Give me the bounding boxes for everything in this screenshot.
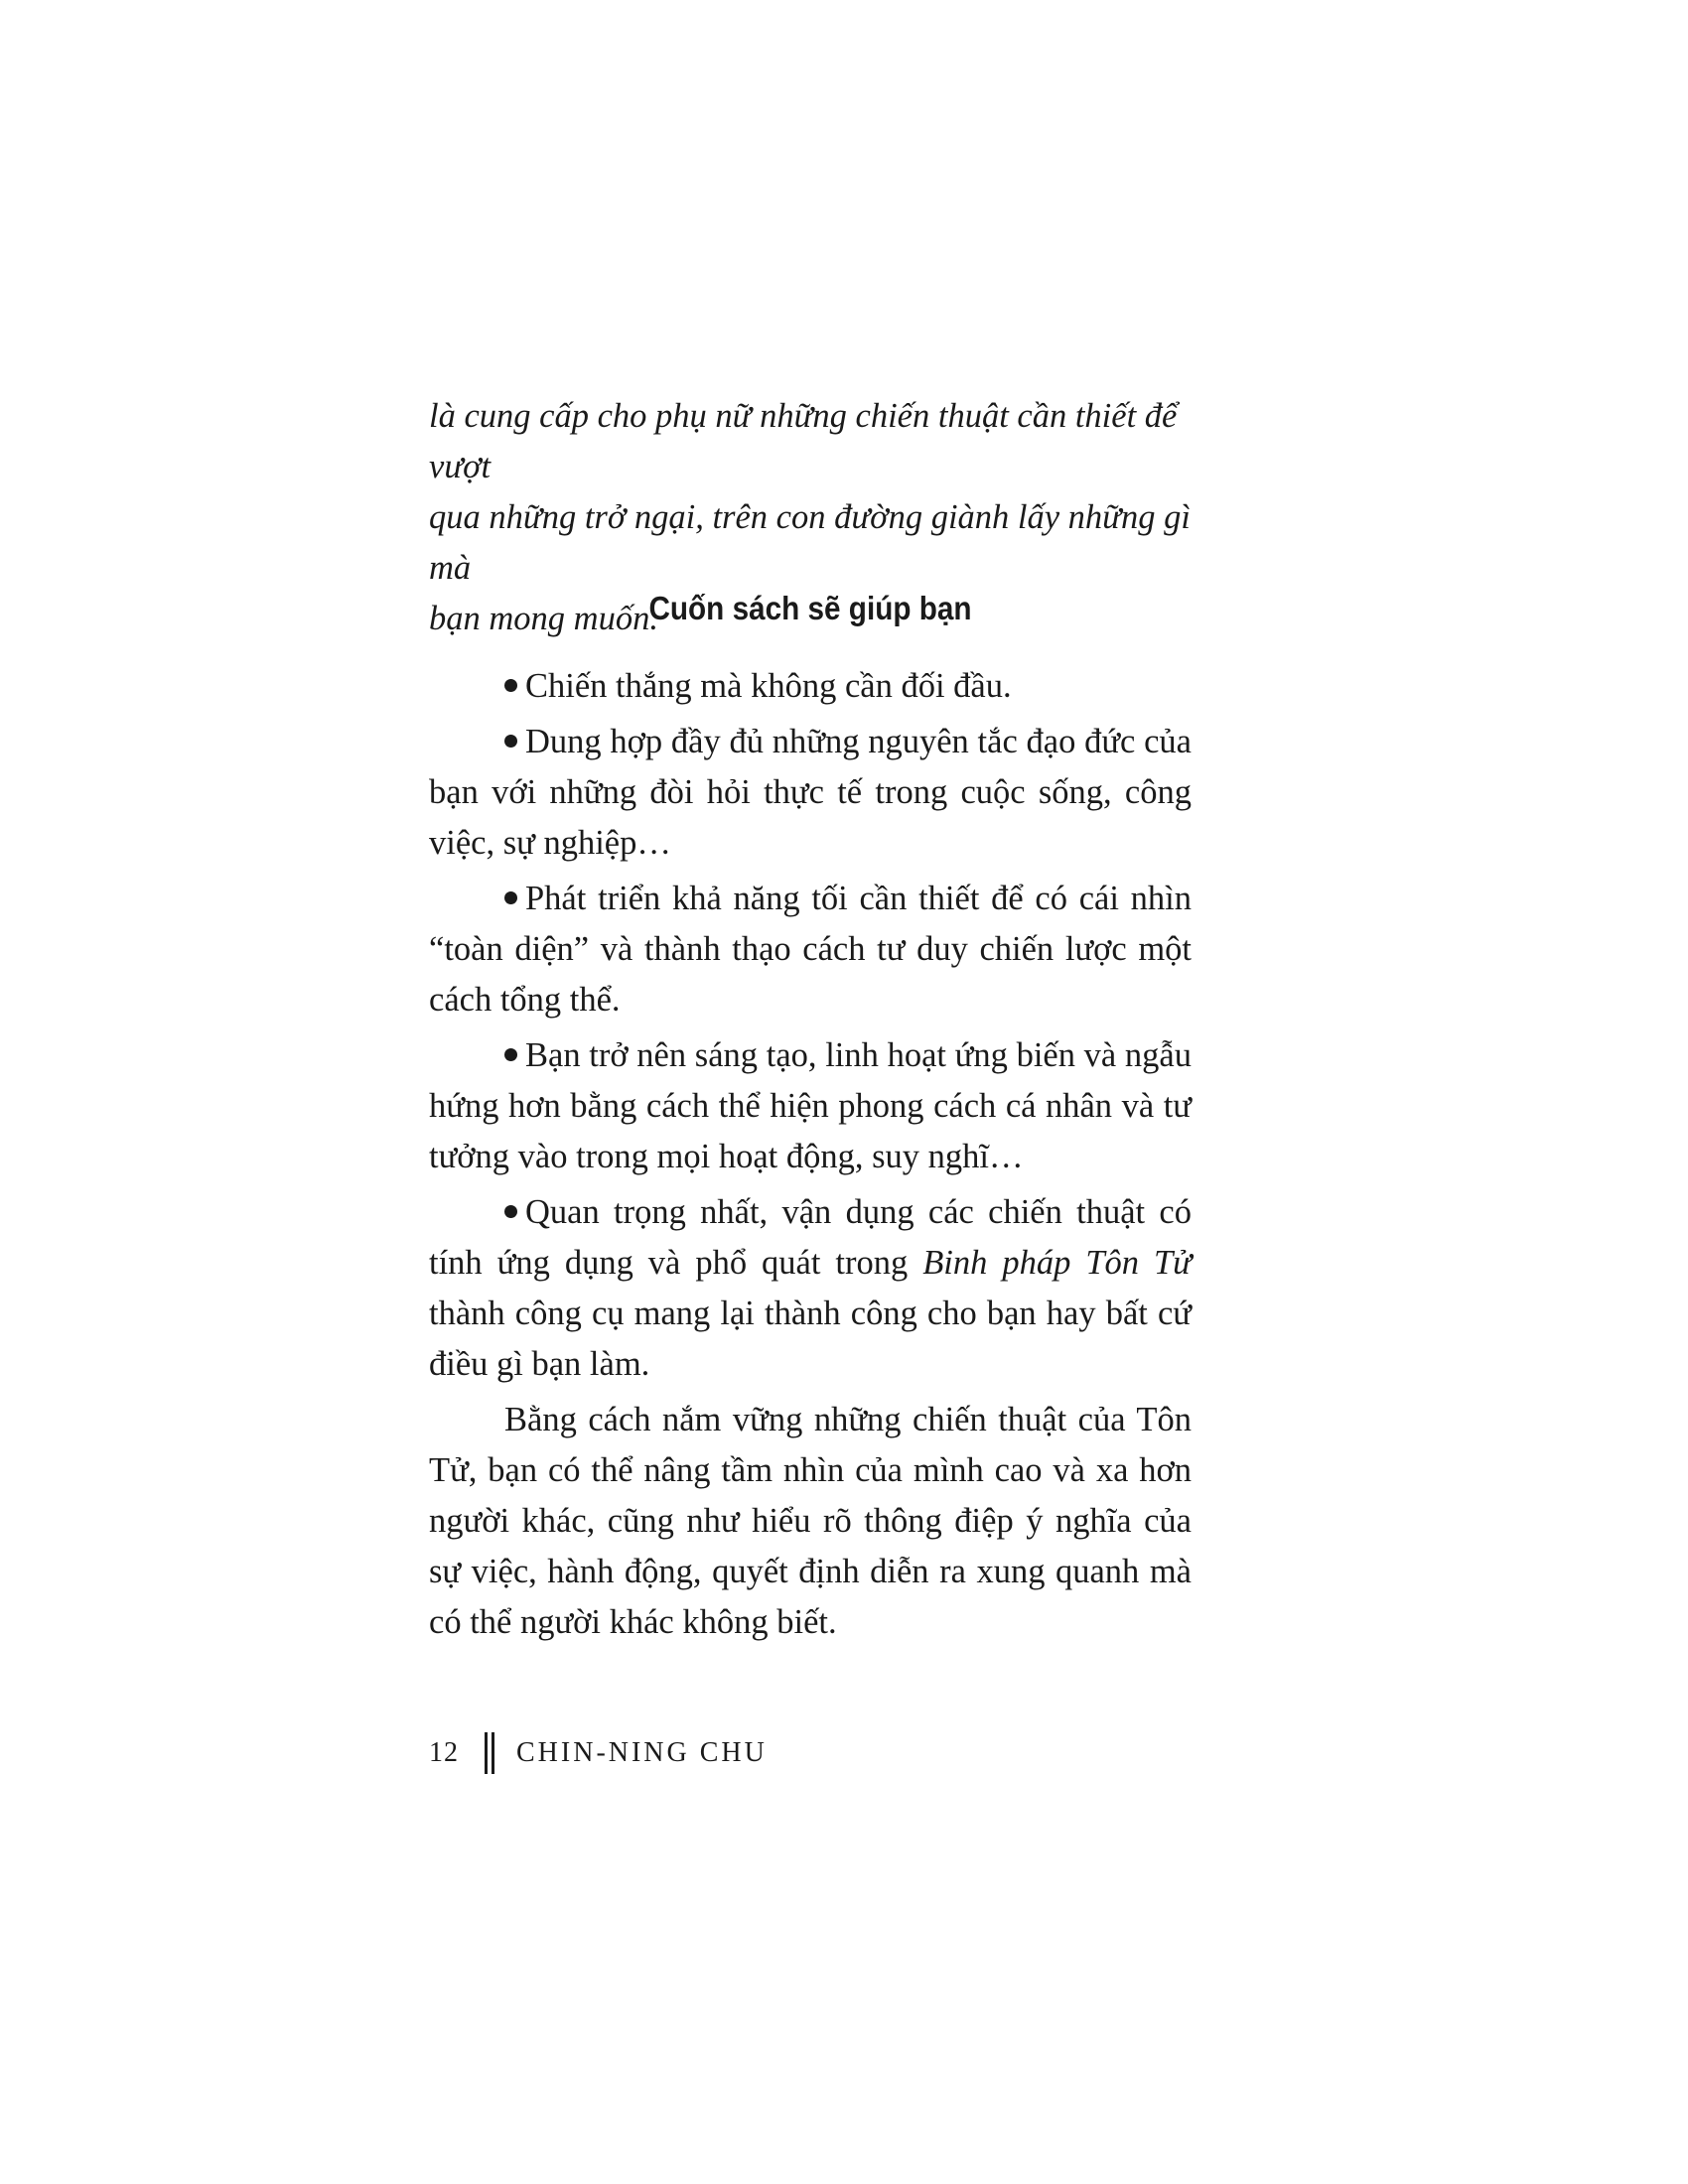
- closing-paragraph: Bằng cách nắm vững những chiến thuật của Tôn Tử, bạn có thể nâng tầm nhìn của mình cao và xa hơn người khác, cũng như hiểu rõ thông điệp ý nghĩa của sự việc, hành động, quyết định diễn ra xung quanh mà có thể người khác không biết.: [429, 1401, 1192, 1641]
- section-heading: Cuốn sách sẽ giúp bạn: [648, 590, 972, 626]
- book-title: Binh pháp Tôn Tử: [922, 1244, 1192, 1282]
- list-item: [429, 874, 1192, 1025]
- list-item: [429, 717, 1192, 869]
- page-number: 12: [429, 1737, 459, 1768]
- intro-line: là cung cấp cho phụ nữ những chiến thuật cần thiết để vượt: [429, 397, 1178, 485]
- list-item-text: Phát triển khả năng tối cần thiết để có cái nhìn “toàn diện” và thành thạo cách tư duy chiến lược một cách tổng thể.: [429, 880, 1192, 1019]
- list-item-text: Dung hợp đầy đủ những nguyên tắc đạo đức của bạn với những đòi hỏi thực tế trong cuộc sống, công việc, sự nghiệp…: [429, 723, 1192, 862]
- list-item: [429, 1187, 1192, 1390]
- footer-divider: [485, 1732, 494, 1774]
- intro-line: qua những trở ngại, trên con đường giành lấy những gì mà: [429, 498, 1191, 587]
- list-item-text: thành công cụ mang lại thành công cho bạn hay bất cứ điều gì bạn làm.: [429, 1295, 1192, 1383]
- benefits-list: [429, 661, 1192, 1648]
- list-item-text: Quan trọng nhất, vận dụng các chiến thuật có tính ứng dụng và phổ quát trong: [429, 1193, 1192, 1282]
- author-name: CHIN-NING CHU: [516, 1737, 768, 1768]
- list-item-text: Chiến thắng mà không cần đối đầu.: [525, 667, 1012, 705]
- bullet-icon: [504, 735, 517, 748]
- bullet-icon: [504, 1205, 517, 1218]
- bullet-icon: [504, 1048, 517, 1061]
- bullet-icon: [504, 679, 517, 692]
- bullet-icon: [504, 891, 517, 904]
- list-item: [429, 1030, 1192, 1182]
- list-item: [429, 661, 1192, 712]
- page-footer: [429, 1732, 768, 1774]
- intro-line: bạn mong muốn.: [429, 600, 658, 637]
- list-item-text: Bạn trở nên sáng tạo, linh hoạt ứng biến và ngẫu hứng hơn bằng cách thể hiện phong cách cá nhân và tư tưởng vào trong mọi hoạt động, suy nghĩ…: [429, 1036, 1192, 1175]
